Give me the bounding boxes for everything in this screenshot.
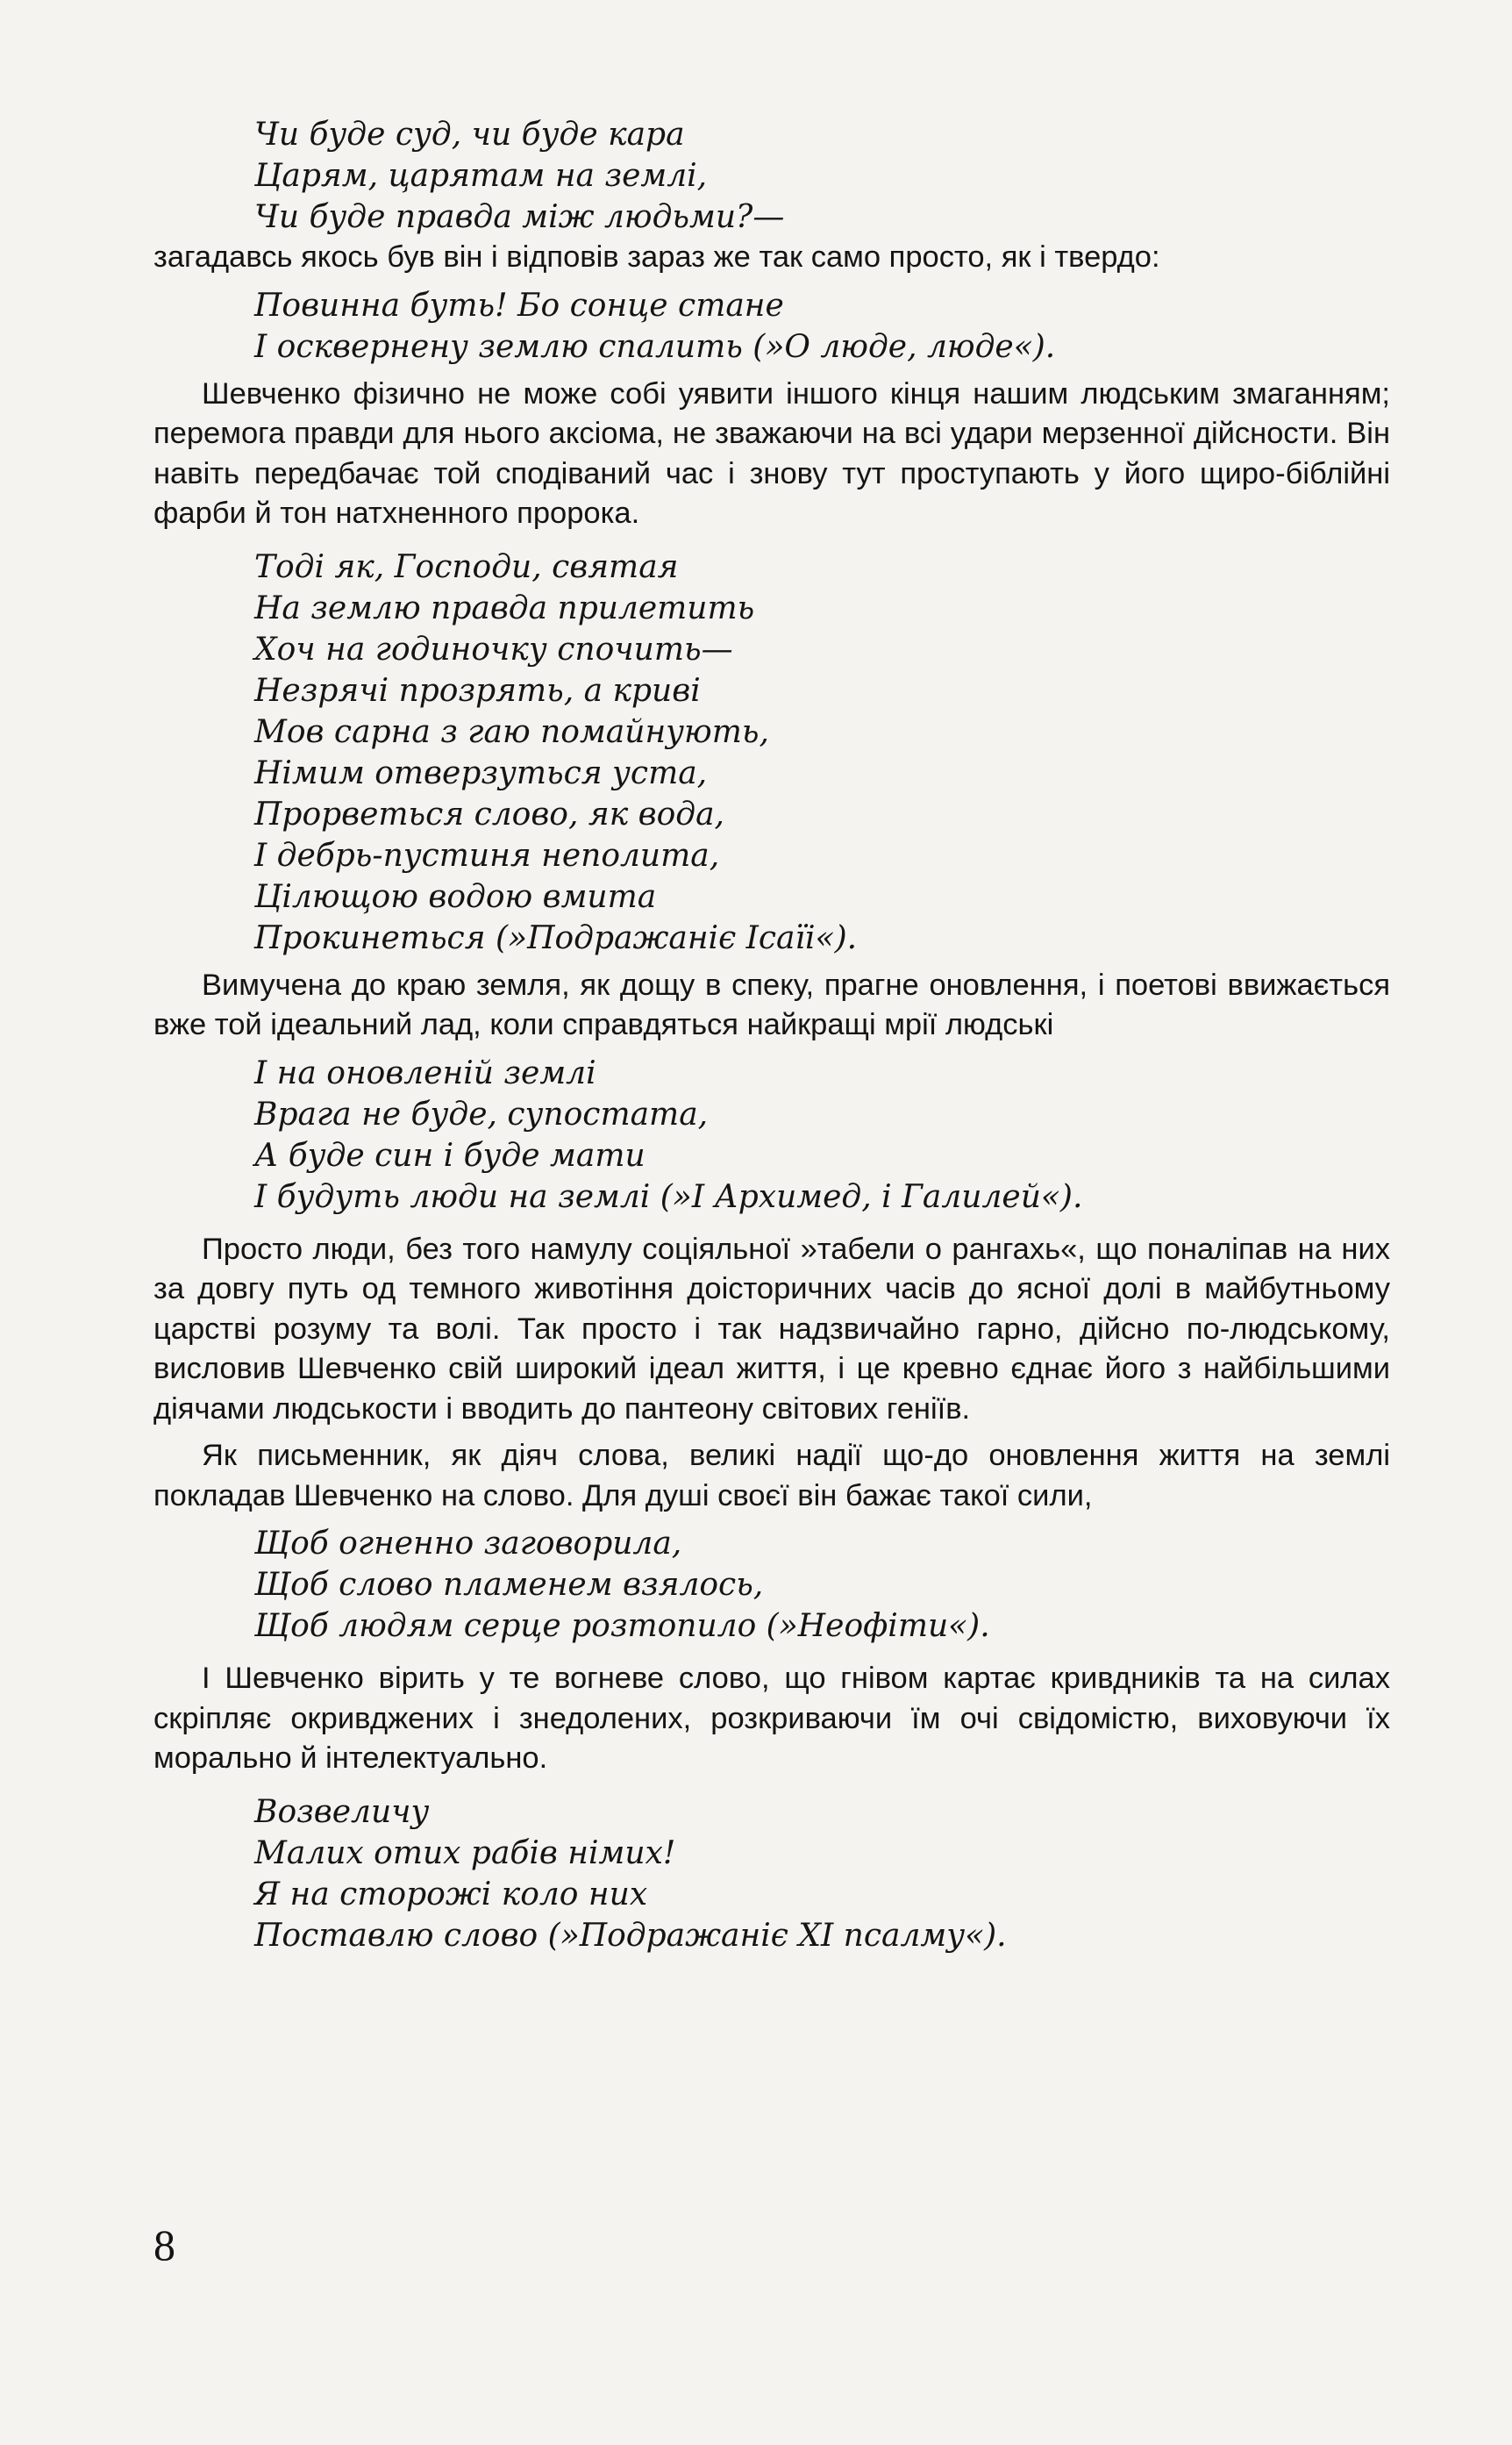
paragraph-5: Як письменник, як діяч слова, великі надії що-до оновлення життя на землі покладав Шевченко на слово. Для душі своєї він бажає такої сили, (153, 1439, 1390, 1512)
page-number: 8 (153, 2220, 175, 2270)
verse-line: І на оновленій землі (254, 1054, 596, 1091)
verse-line: Чи буде правда між людьми?— (254, 199, 785, 235)
verse-block-4 (254, 1053, 1390, 1218)
verse-line: Цілющою водою вмита (254, 878, 657, 915)
verse-line: Незрячі прозрять, а криві (254, 672, 701, 709)
verse-line: І дебрь-пустиня неполита, (254, 837, 720, 874)
verse-line: Тоді як, Господи, святая (254, 548, 679, 585)
verse-block-3 (254, 547, 1390, 959)
verse-line: Щоб огненно заговорила, (254, 1526, 682, 1562)
verse-line: Я на сторожі коло них (254, 1876, 648, 1912)
verse-line: Малих отих рабів німих! (254, 1834, 676, 1871)
verse-line: Мов сарна з гаю помайнують, (254, 713, 769, 750)
paragraph-6: І Шевченко вірить у те вогневе слово, що гнівом картає кривдників та на силах скріпляє окривджених і знедолених, розкриваючи їм очі свідомістю, виховуючи їх морально й інтелектуально. (153, 1662, 1390, 1775)
verse-block-5 (254, 1523, 1390, 1647)
verse-line: Прорветься слово, як вода, (254, 796, 724, 833)
paragraph-2: Шевченко фізично не може собі уявити іншого кінця нашим людським змаганням; перемога правди для нього аксіома, не зважаючи на всі удари мерзенної дійсности. Він навіть передбачає той сподіваний час і знову тут проступають у його щиро-біблійні фарби й тон натхненного пророка. (153, 376, 1390, 530)
paragraph-3: Вимучена до краю земля, як дощу в спеку, прагне оновлення, і поетові ввижається вже той ідеальний лад, коли справдяться найкращі мрії людські (153, 968, 1390, 1041)
verse-line: Царям, царятам на землі, (254, 158, 708, 194)
verse-line: Возвеличу (254, 1793, 430, 1830)
paragraph-4: Просто люди, без того намулу соціяльної »табели о рангахь«, що поналіпав на них за довгу путь од темного животіння доісторичних часів до ясної долі в майбутньому царстві розуму та волі. Так просто і так надзвичайно гарно, дійсно по-людському, висловив Шевченко свій широкий ідеал життя, і це кревно єднає його з найбільшими діячами людськости і вводить до пантеону світових геніїв. (153, 1232, 1390, 1426)
verse-line: Щоб слово пламенем взялось, (254, 1567, 764, 1603)
verse-line: Щоб людям серце розтопило (»Неофіти«). (254, 1608, 990, 1644)
verse-line: Хоч на годиночку спочить— (254, 631, 733, 668)
verse-line: На землю правда прилетить (254, 590, 755, 626)
verse-line: Прокинеться (»Подражаніє Ісаїі«). (254, 919, 858, 956)
verse-line: І осквернену землю спалить (»О люде, люде«). (254, 328, 1056, 365)
page-body (153, 105, 1390, 1956)
verse-line: Чи буде суд, чи буде кара (254, 117, 685, 153)
verse-line: Поставлю слово (»Подражаніє XI псалму«). (254, 1917, 1007, 1954)
verse-line: Врага не буде, супостата, (254, 1096, 709, 1133)
verse-line: І будуть люди на землі (»І Архимед, і Галилей«). (254, 1178, 1083, 1215)
verse-block-2 (254, 285, 1390, 368)
verse-line: Німим отверзуться уста, (254, 754, 708, 791)
paragraph-1: загадавсь якось був він і відповів зараз же так само просто, як і твердо: (153, 240, 1160, 274)
verse-line: Повинна буть! Бо сонце стане (254, 287, 784, 324)
verse-line: А буде син і буде мати (254, 1137, 645, 1174)
verse-block-1 (254, 114, 1390, 238)
verse-block-6 (254, 1791, 1390, 1956)
